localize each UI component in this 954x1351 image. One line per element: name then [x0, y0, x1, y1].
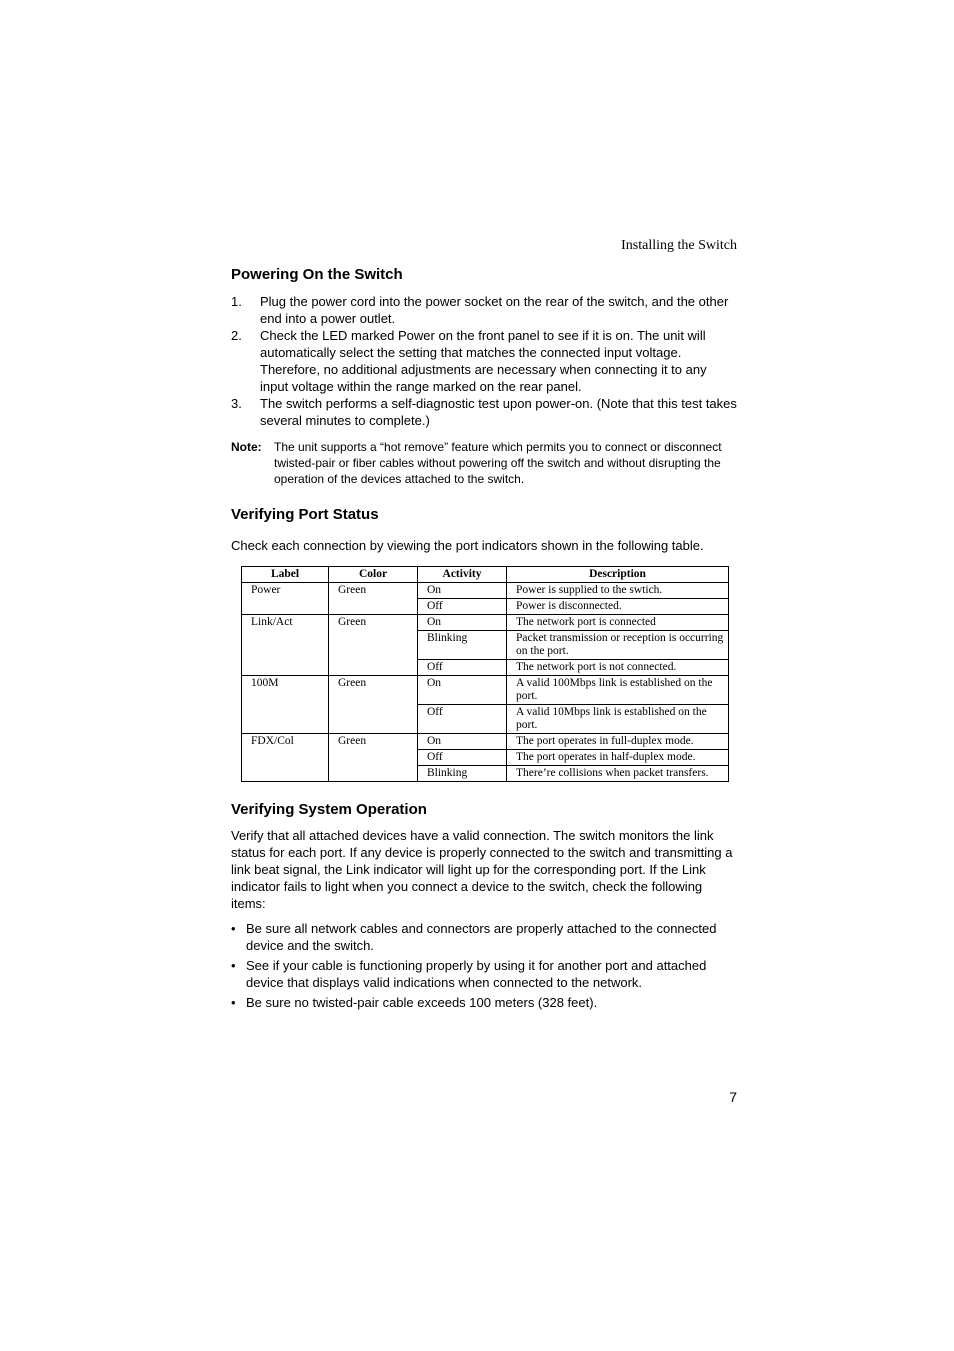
cell-label: FDX/Col — [242, 734, 329, 782]
bullet-marker: • — [231, 995, 236, 1010]
section-title-port-status: Verifying Port Status — [231, 506, 379, 523]
note-text: The unit supports a “hot remove” feature which permits you to connect or disconnect twisted-pair or fiber cables without powering off the switch and without disrupting the operation of the devices attached to the switch. — [274, 440, 722, 486]
list-item — [231, 994, 737, 1011]
step-number: 1. — [231, 294, 242, 309]
cell-activity: On — [418, 583, 507, 599]
cell-description: A valid 100Mbps link is established on the port. — [507, 676, 729, 705]
cell-activity: Off — [418, 750, 507, 766]
cell-activity: On — [418, 615, 507, 631]
cell-color: Green — [329, 734, 418, 782]
cell-description: The network port is not connected. — [507, 660, 729, 676]
table-body — [242, 583, 729, 782]
list-item-text: Be sure no twisted-pair cable exceeds 100 meters (328 feet). — [246, 995, 598, 1010]
page-number: 7 — [729, 1089, 737, 1105]
step-item — [231, 395, 737, 429]
list-item — [231, 920, 737, 954]
table-header-row — [242, 567, 729, 583]
column-header-activity: Activity — [418, 567, 507, 583]
cell-label: 100M — [242, 676, 329, 734]
list-item-text: See if your cable is functioning properly by using it for another port and attached device that displays valid indications when connected to the network. — [246, 958, 707, 990]
cell-description: A valid 10Mbps link is established on the port. — [507, 705, 729, 734]
cell-description: Packet transmission or reception is occurring on the port. — [507, 631, 729, 660]
cell-activity: Off — [418, 599, 507, 615]
power-on-steps — [231, 293, 737, 429]
column-header-color: Color — [329, 567, 418, 583]
table-row — [242, 734, 729, 750]
cell-label: Power — [242, 583, 329, 615]
step-text: Check the LED marked Power on the front panel to see if it is on. The unit will automatically select the setting that matches the connected input voltage. Therefore, no additional adjustments are necessary when connecting it to any input voltage within the range marked on the rear panel. — [260, 328, 707, 394]
cell-description: Power is supplied to the swtich. — [507, 583, 729, 599]
step-number: 3. — [231, 396, 242, 411]
note-label: Note: — [231, 440, 262, 454]
system-operation-body: Verify that all attached devices have a valid connection. The switch monitors the link status for each port. If any device is properly connected to the switch and transmitting a link beat signal, the Link indicator will light up for the corresponding port. If the Link indicator fails to light when you connect a device to the switch, check the following items: — [231, 828, 733, 911]
cell-description: Power is disconnected. — [507, 599, 729, 615]
list-item — [231, 957, 737, 991]
check-items-list — [231, 920, 737, 1011]
section-title-system-operation: Verifying System Operation — [231, 801, 427, 818]
cell-color: Green — [329, 615, 418, 676]
cell-activity: Blinking — [418, 631, 507, 660]
cell-activity: On — [418, 676, 507, 705]
step-item — [231, 327, 737, 395]
step-number: 2. — [231, 328, 242, 343]
cell-activity: Off — [418, 660, 507, 676]
bullet-marker: • — [231, 958, 236, 973]
table-row — [242, 615, 729, 631]
cell-description: The network port is connected — [507, 615, 729, 631]
cell-description: There’re collisions when packet transfers. — [507, 766, 729, 782]
table-row — [242, 583, 729, 599]
cell-description: The port operates in full-duplex mode. — [507, 734, 729, 750]
hot-remove-note — [231, 439, 737, 487]
list-item-text: Be sure all network cables and connectors are properly attached to the connected device and the switch. — [246, 921, 717, 953]
running-header: Installing the Switch — [621, 238, 737, 253]
cell-label: Link/Act — [242, 615, 329, 676]
port-indicator-table — [241, 566, 729, 782]
step-text: The switch performs a self-diagnostic test upon power-on. (Note that this test takes several minutes to complete.) — [260, 396, 737, 428]
page-content — [231, 265, 737, 1014]
port-status-intro: Check each connection by viewing the port indicators shown in the following table. — [231, 538, 704, 553]
step-item — [231, 293, 737, 327]
column-header-label: Label — [242, 567, 329, 583]
column-header-description: Description — [507, 567, 729, 583]
section-title-powering-on: Powering On the Switch — [231, 266, 403, 283]
cell-description: The port operates in half-duplex mode. — [507, 750, 729, 766]
cell-activity: Off — [418, 705, 507, 734]
cell-activity: Blinking — [418, 766, 507, 782]
cell-color: Green — [329, 583, 418, 615]
step-text: Plug the power cord into the power socket on the rear of the switch, and the other end into a power outlet. — [260, 294, 729, 326]
cell-color: Green — [329, 676, 418, 734]
table-row — [242, 676, 729, 705]
cell-activity: On — [418, 734, 507, 750]
bullet-marker: • — [231, 921, 236, 936]
